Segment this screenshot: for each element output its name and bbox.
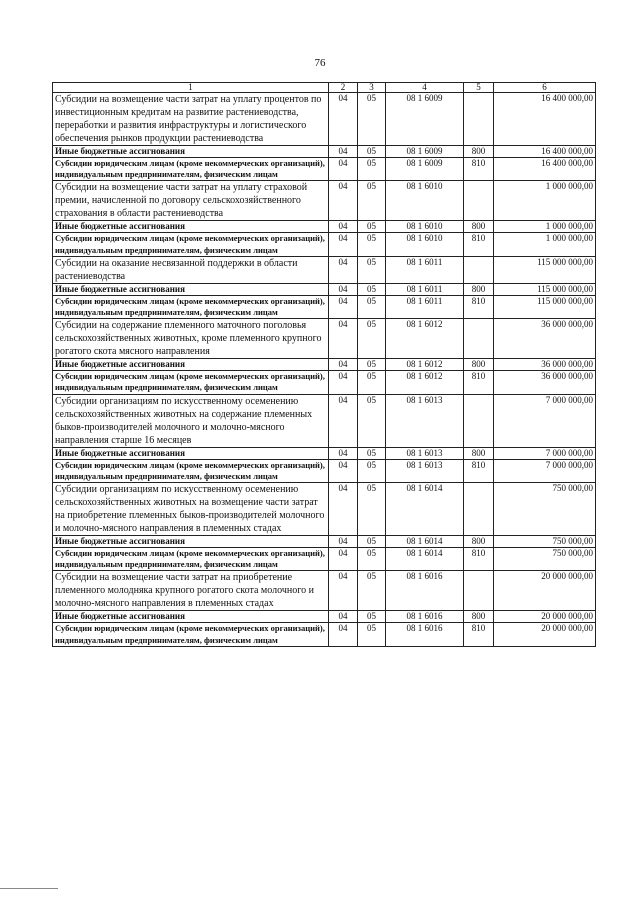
row-name: Иные бюджетные ассигнования [53,283,329,295]
expense-type-code: 800 [464,359,494,371]
amount-value: 1 000 000,00 [494,221,596,233]
target-article-code: 08 1 6013 [386,394,464,447]
section-code: 04 [329,548,358,571]
target-article-code: 08 1 6013 [386,447,464,459]
row-name: Субсидии юридическим лицам (кроме некоммерческих организаций), индивидуальным предпринимателям, физическим лицам [53,371,329,394]
header-col-2: 2 [329,83,358,93]
row-name: Субсидии юридическим лицам (кроме некоммерческих организаций), индивидуальным предпринимателям, физическим лицам [53,459,329,482]
table-row [53,548,596,571]
row-name: Иные бюджетные ассигнования [53,146,329,158]
target-article-code: 08 1 6009 [386,158,464,181]
target-article-code: 08 1 6010 [386,221,464,233]
subsection-code: 05 [358,611,386,623]
amount-value: 16 400 000,00 [494,158,596,181]
section-code: 04 [329,319,358,359]
table-row [53,233,596,256]
section-code: 04 [329,571,358,611]
amount-value: 36 000 000,00 [494,359,596,371]
expense-type-code: 810 [464,548,494,571]
section-code: 04 [329,536,358,548]
table-row [53,221,596,233]
subsection-code: 05 [358,459,386,482]
amount-value: 20 000 000,00 [494,623,596,646]
table-row [53,571,596,611]
expense-type-code [464,181,494,221]
target-article-code: 08 1 6014 [386,536,464,548]
target-article-code: 08 1 6016 [386,611,464,623]
amount-value: 16 400 000,00 [494,93,596,146]
subsection-code: 05 [358,548,386,571]
amount-value: 7 000 000,00 [494,394,596,447]
row-name: Субсидии на возмещение части затрат на уплату страховой премии, начисленной по договору сельскохозяйственного страхования в области растениеводства [53,181,329,221]
target-article-code: 08 1 6012 [386,359,464,371]
section-code: 04 [329,221,358,233]
amount-value: 750 000,00 [494,483,596,536]
expense-type-code: 800 [464,221,494,233]
expense-type-code: 800 [464,447,494,459]
target-article-code: 08 1 6010 [386,181,464,221]
section-code: 04 [329,611,358,623]
subsection-code: 05 [358,447,386,459]
header-col-1: 1 [53,83,329,93]
amount-value: 115 000 000,00 [494,256,596,283]
subsection-code: 05 [358,319,386,359]
target-article-code: 08 1 6013 [386,459,464,482]
expense-type-code [464,394,494,447]
section-code: 04 [329,459,358,482]
amount-value: 7 000 000,00 [494,447,596,459]
target-article-code: 08 1 6011 [386,256,464,283]
subsection-code: 05 [358,623,386,646]
row-name: Иные бюджетные ассигнования [53,611,329,623]
expense-type-code: 800 [464,611,494,623]
section-code: 04 [329,359,358,371]
target-article-code: 08 1 6011 [386,283,464,295]
row-name: Иные бюджетные ассигнования [53,221,329,233]
section-code: 04 [329,181,358,221]
row-name: Субсидии на содержание племенного маточного поголовья сельскохозяйственных животных, кроме племенного крупного рогатого скота мясного направления [53,319,329,359]
row-name: Субсидии на возмещение части затрат на уплату процентов по инвестиционным кредитам на развитие растениеводства, переработки и развития инфраструктуры и логистического обеспечения рынков продукции растениеводства [53,93,329,146]
section-code: 04 [329,158,358,181]
header-col-5: 5 [464,83,494,93]
section-code: 04 [329,93,358,146]
amount-value: 1 000 000,00 [494,181,596,221]
header-col-4: 4 [386,83,464,93]
subsection-code: 05 [358,371,386,394]
subsection-code: 05 [358,536,386,548]
table-row [53,181,596,221]
row-name: Субсидии юридическим лицам (кроме некоммерческих организаций), индивидуальным предпринимателям, физическим лицам [53,623,329,646]
subsection-code: 05 [358,181,386,221]
amount-value: 36 000 000,00 [494,319,596,359]
target-article-code: 08 1 6010 [386,233,464,256]
expense-type-code [464,93,494,146]
amount-value: 20 000 000,00 [494,571,596,611]
row-name: Субсидии на оказание несвязанной поддержки в области растениеводства [53,256,329,283]
table-row [53,146,596,158]
target-article-code: 08 1 6012 [386,319,464,359]
amount-value: 750 000,00 [494,548,596,571]
row-name: Субсидии юридическим лицам (кроме некоммерческих организаций), индивидуальным предпринимателям, физическим лицам [53,548,329,571]
expense-type-code: 800 [464,283,494,295]
section-code: 04 [329,283,358,295]
table-row [53,623,596,646]
table-row [53,536,596,548]
target-article-code: 08 1 6014 [386,548,464,571]
subsection-code: 05 [358,233,386,256]
expense-type-code: 810 [464,295,494,318]
section-code: 04 [329,447,358,459]
budget-table [52,82,596,647]
amount-value: 36 000 000,00 [494,371,596,394]
row-name: Иные бюджетные ассигнования [53,536,329,548]
row-name: Субсидии на возмещение части затрат на приобретение племенного молодняка крупного рогатого скота молочного и молочно-мясного направления в племенных стадах [53,571,329,611]
scan-edge-line [0,888,58,889]
target-article-code: 08 1 6009 [386,93,464,146]
header-col-6: 6 [494,83,596,93]
section-code: 04 [329,483,358,536]
subsection-code: 05 [358,483,386,536]
expense-type-code [464,256,494,283]
expense-type-code: 810 [464,158,494,181]
expense-type-code: 800 [464,536,494,548]
section-code: 04 [329,256,358,283]
row-name: Субсидии юридическим лицам (кроме некоммерческих организаций), индивидуальным предпринимателям, физическим лицам [53,295,329,318]
subsection-code: 05 [358,359,386,371]
table-row [53,611,596,623]
table-row [53,319,596,359]
target-article-code: 08 1 6012 [386,371,464,394]
subsection-code: 05 [358,93,386,146]
expense-type-code [464,319,494,359]
amount-value: 1 000 000,00 [494,233,596,256]
table-row [53,283,596,295]
table-row [53,93,596,146]
section-code: 04 [329,233,358,256]
subsection-code: 05 [358,146,386,158]
subsection-code: 05 [358,283,386,295]
table-row [53,371,596,394]
expense-type-code: 800 [464,146,494,158]
expense-type-code: 810 [464,459,494,482]
subsection-code: 05 [358,221,386,233]
row-name: Субсидии организациям по искусственному осеменению сельскохозяйственных животных на возмещение части затрат на приобретение племенных быков-производителей молочного и молочно-мясного направления в племенных стадах [53,483,329,536]
header-col-3: 3 [358,83,386,93]
table-row [53,295,596,318]
expense-type-code: 810 [464,371,494,394]
subsection-code: 05 [358,295,386,318]
expense-type-code [464,571,494,611]
row-name: Субсидии юридическим лицам (кроме некоммерческих организаций), индивидуальным предпринимателям, физическим лицам [53,158,329,181]
table-row [53,459,596,482]
section-code: 04 [329,371,358,394]
subsection-code: 05 [358,256,386,283]
expense-type-code: 810 [464,233,494,256]
amount-value: 115 000 000,00 [494,295,596,318]
expense-type-code [464,483,494,536]
section-code: 04 [329,295,358,318]
table-row [53,483,596,536]
target-article-code: 08 1 6014 [386,483,464,536]
target-article-code: 08 1 6009 [386,146,464,158]
target-article-code: 08 1 6011 [386,295,464,318]
table-row [53,447,596,459]
subsection-code: 05 [358,394,386,447]
row-name: Субсидии организациям по искусственному осеменению сельскохозяйственных животных на содержание племенных быков-производителей молочного и молочно-мясного направления старше 16 месяцев [53,394,329,447]
row-name: Иные бюджетные ассигнования [53,359,329,371]
table-row [53,394,596,447]
amount-value: 115 000 000,00 [494,283,596,295]
amount-value: 7 000 000,00 [494,459,596,482]
amount-value: 16 400 000,00 [494,146,596,158]
header-row [53,83,596,93]
expense-type-code: 810 [464,623,494,646]
page-number: 76 [314,57,326,69]
section-code: 04 [329,394,358,447]
section-code: 04 [329,146,358,158]
row-name: Иные бюджетные ассигнования [53,447,329,459]
table-row [53,359,596,371]
section-code: 04 [329,623,358,646]
target-article-code: 08 1 6016 [386,571,464,611]
amount-value: 20 000 000,00 [494,611,596,623]
target-article-code: 08 1 6016 [386,623,464,646]
amount-value: 750 000,00 [494,536,596,548]
subsection-code: 05 [358,571,386,611]
subsection-code: 05 [358,158,386,181]
table-row [53,158,596,181]
table-row [53,256,596,283]
row-name: Субсидии юридическим лицам (кроме некоммерческих организаций), индивидуальным предпринимателям, физическим лицам [53,233,329,256]
